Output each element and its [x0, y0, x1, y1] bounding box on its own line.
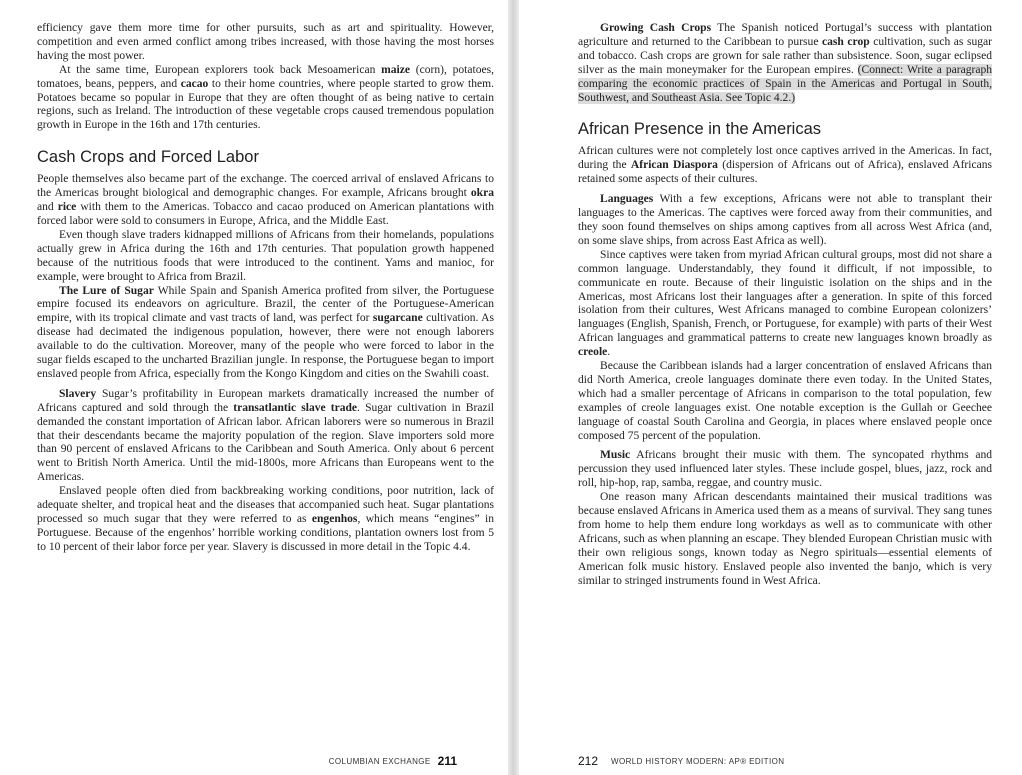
- page-number: 211: [437, 754, 457, 768]
- paragraph: Growing Cash Crops The Spanish noticed Portugal’s success with plantation agriculture and returned to the Caribbean to pursue cash crop cultivation, such as sugar and tobacco. Cash crops are grown for sale rather than subsistence. Soon, sugar eclipsed silver as the main moneymaker for the European empires. (Connect: Write a paragraph comparing the economic practices of Spain in the Americas and Portugal in South, Southwest, and Southeast Asia. See Topic 4.2.): [578, 22, 992, 104]
- paragraph: Because the Caribbean islands had a larger concentration of enslaved Africans than did North America, creole languages dominate there even today. In the United States, which had a smaller percentage of Africans in comparison to the total population, few examples of creole languages exist. One notable exception is the Gullah or Geechee language of coastal South Carolina and Georgia, in places where enslaved people once composed 75 percent of the population.: [578, 360, 992, 442]
- paragraph: Even though slave traders kidnapped millions of Africans from their homelands, populations actually grew in Africa during the 16th and 17th centuries. That population growth happened because of the nutritious foods that were introduced to the continent. Yams and manioc, for example, were brought to Africa from Brazil.: [37, 228, 494, 283]
- paragraph: Slavery Sugar’s profitability in European markets dramatically increased the number of Africans captured and sold through the transatlantic slave trade. Sugar cultivation in Brazil demanded the constant importation of African labor. African laborers were so numerous in Brazil that their descendants became the majority population of the region. Slave importers sold more than 90 percent of enslaved Africans to the Caribbean and South America. Only about 6 percent went to British North America. Until the mid-1800s, more Africans than Europeans went to the Americas.: [37, 387, 494, 484]
- page-footer: [578, 747, 784, 775]
- subheading-lead: Languages: [600, 193, 654, 206]
- section-heading: African Presence in the Americas: [578, 120, 822, 139]
- left-page: [0, 0, 508, 775]
- section-heading: Cash Crops and Forced Labor: [37, 148, 259, 167]
- book-gutter: [508, 0, 519, 775]
- paragraph: The Lure of Sugar While Spain and Spanish America profited from silver, the Portuguese empire focused its endeavors on agriculture. Brazil, the center of the Portuguese-American empire, with its tropical climate and vast tracts of land, was perfect for sugarcane cultivation. As disease had decimated the indigenous population, however, there were not enough laborers available to do the cultivation. Moreover, many of the people who were forced to labor in the sugar fields escaped to the uncharted Brazilian jungle. In response, the Portuguese began to import enslaved people from Africa, especially from the Kongo Kingdom and cities on the Swahili coast.: [37, 284, 494, 380]
- highlighted-connect-note: (Connect: Write a paragraph comparing the economic practices of Spain in the Americas and Portugal in South, Southwest, and Southeast Asia. See Topic 4.2.): [578, 63, 992, 104]
- subheading-lead: Slavery: [59, 387, 97, 400]
- running-footer-title: WORLD HISTORY MODERN: AP® EDITION: [611, 756, 785, 766]
- paragraph: Music Africans brought their music with them. The syncopated rhythms and percussion they used influenced later styles. These include gospel, blues, jazz, rock and roll, hip-hop, rap, samba, reggae, and country music.: [578, 449, 992, 490]
- paragraph: People themselves also became part of the exchange. The coerced arrival of enslaved Africans to the Americas brought biological and demographic changes. For example, Africans brought okra and rice with them to the Americas. Tobacco and cacao produced on American plantations with forced labor were sold to consumers in Europe, Africa, and the Middle East.: [37, 173, 495, 227]
- running-footer-title: COLUMBIAN EXCHANGE: [328, 756, 431, 766]
- subheading-lead: The Lure of Sugar: [59, 284, 154, 297]
- subheading-lead: Music: [600, 449, 631, 462]
- paragraph: African cultures were not completely lost once captives arrived in the Americas. In fact, during the African Diaspora (dispersion of Africans out of Africa), enslaved Africans retained some aspects of their cultures.: [578, 145, 992, 186]
- paragraph: efficiency gave them more time for other pursuits, such as art and spirituality. However, competition and even armed conflict among tribes increased, with those having the most horses having the most power.: [37, 22, 494, 62]
- paragraph: One reason many African descendants maintained their musical traditions was because enslaved Africans in America used them as a means of survival. They sang tunes from home to help them endure long workdays as well as to communicate with other Africans, such as when planning an escape. They blended European Christian music with their own religious songs, known today as Negro spirituals—essential elements of American folk music history. Enslaved people also invented the banjo, which is very similar to stringed instruments found in West Africa.: [578, 491, 992, 587]
- paragraph: Enslaved people often died from backbreaking working conditions, poor nutrition, lack of adequate shelter, and tropical heat and the diseases that accompanied such heat. Sugar plantations processed so much sugar that they were referred to as engenhos, which means “engines” in Portuguese. Because of the engenhos’ horrible working conditions, plantation owners lost from 5 to 10 percent of their labor force per year. Slavery is discussed in more detail in the Topic 4.4.: [37, 485, 495, 553]
- paragraph: Languages With a few exceptions, Africans were not able to transplant their languages to the Americas. The captives were forced away from their communities, and they soon found themselves on ships among captives from all across West Africa (and, on some slave ships, from across East Africa as well).: [578, 193, 992, 247]
- subheading-lead: Growing Cash Crops: [600, 22, 712, 34]
- paragraph: At the same time, European explorers took back Mesoamerican maize (corn), potatoes, tomatoes, beans, peppers, and cacao to their home countries, where people started to grow them. Potatoes became so popular in Europe that they are often thought of as being native to certain regions, such as Ireland. The introduction of these vegetable crops caused tremendous population growth in Europe in the 16th and 17th centuries.: [37, 63, 494, 132]
- right-page: [519, 0, 1022, 775]
- page-footer: [329, 747, 457, 775]
- paragraph: Since captives were taken from myriad African cultural groups, most did not share a common language. Understandably, they found it difficult, if not impossible, to communicate en route. Because of their linguistic isolation on the ships and in the Americas, most Africans lost their languages after a generation. In spite of this forced isolation from their cultures, West Africans managed to combine European colonizers’ languages (English, Spanish, French, or Portuguese, for example) with parts of their West African languages and grammatical patterns to create new languages known broadly as creole.: [578, 248, 992, 359]
- page-number: 212: [578, 754, 599, 768]
